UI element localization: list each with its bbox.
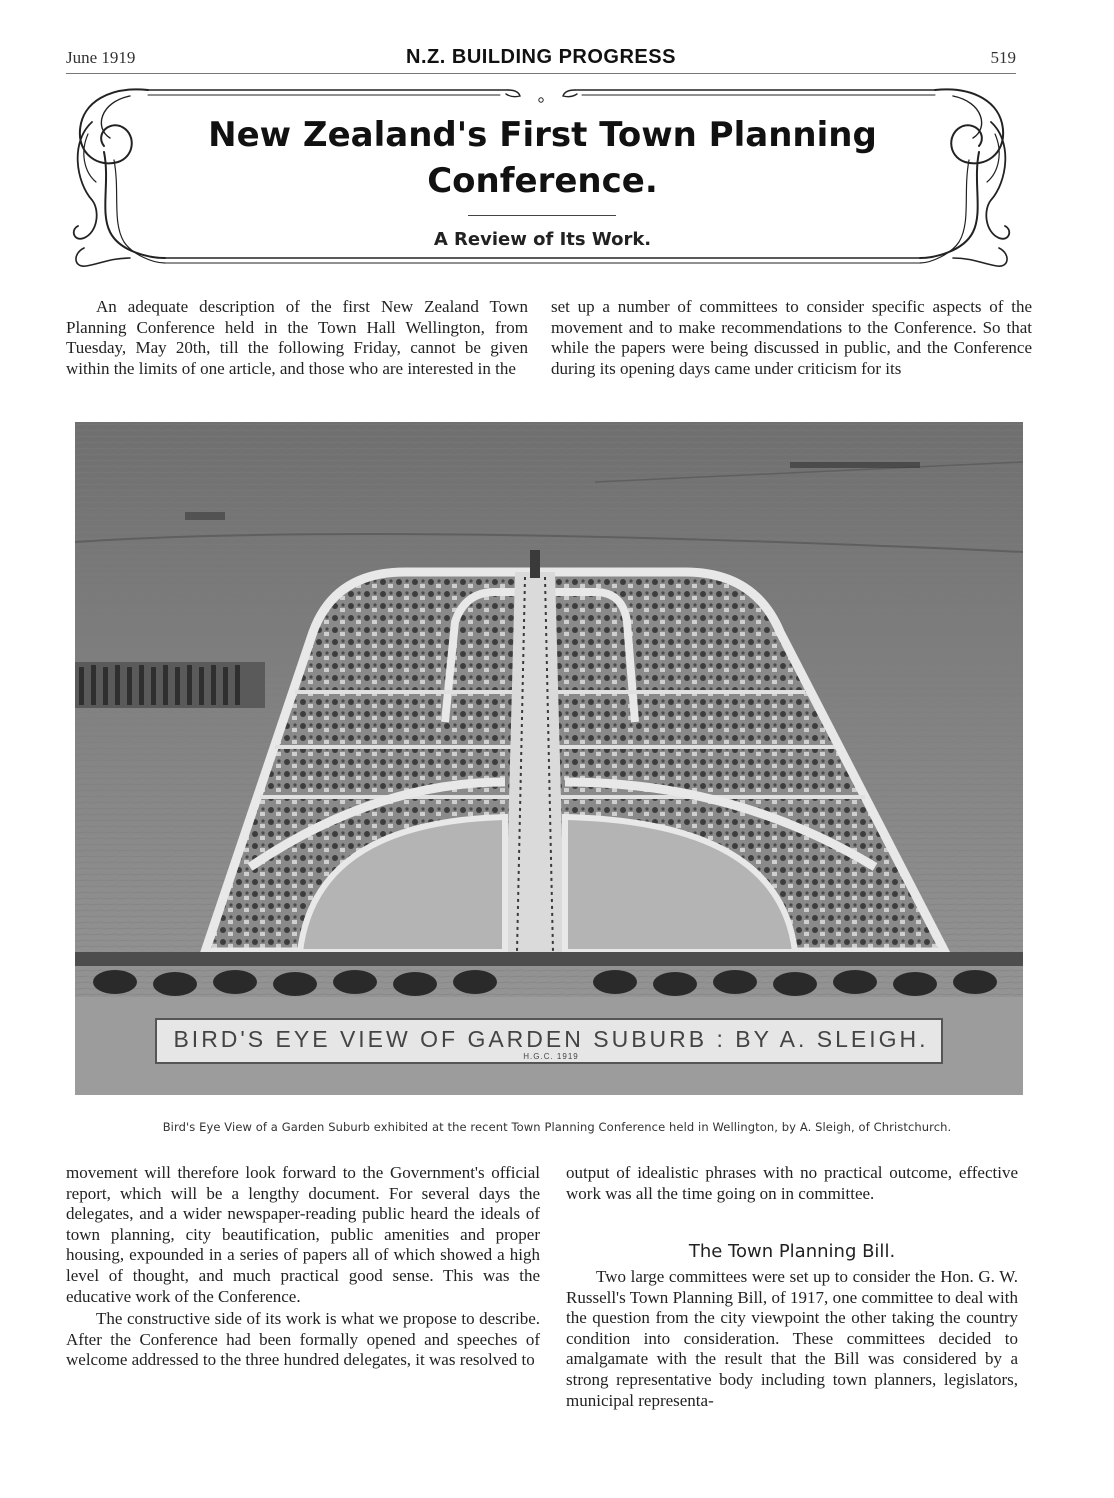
header-rule bbox=[66, 73, 1016, 74]
title-block bbox=[70, 82, 1015, 277]
paragraph-committees: set up a number of committees to consider specific aspects of the movement and to make recommendations to the Conference. So that while the papers were being discussed in public, and the Conference during its opening days came under criticism for its bbox=[551, 297, 1032, 378]
paragraph-intro: An adequate description of the first New Zealand Town Planning Conference held in the Town Hall Wellington, from Tuesday, May 20th, till the following Friday, cannot be given within the limits of one article, and those who are interested in the bbox=[66, 297, 528, 378]
column-left-bottom bbox=[66, 1163, 540, 1371]
journal-title: N.Z. BUILDING PROGRESS bbox=[406, 46, 676, 68]
column-right-bottom bbox=[566, 1163, 1018, 1204]
garden-suburb-illustration bbox=[75, 422, 1023, 1095]
paragraph-bill: Two large committees were set up to consider the Hon. G. W. Russell's Town Planning Bill, of 1917, one committee to deal with the question from the city viewpoint the other taking the country condition into consideration. These committees decided to amalgamate with the result that the Bill was considered by a strong representative body including town planners, legislators, municipal representa- bbox=[566, 1267, 1018, 1410]
subtitle-rule bbox=[468, 215, 616, 216]
garden-suburb-drawing bbox=[75, 422, 1023, 1095]
running-header bbox=[66, 48, 1016, 74]
paragraph-committee-work: output of idealistic phrases with no practical outcome, effective work was all the time going on in committee. bbox=[566, 1163, 1018, 1203]
column-left-top bbox=[66, 297, 528, 379]
issue-date: June 1919 bbox=[66, 48, 136, 67]
page-number: 519 bbox=[990, 48, 1016, 67]
column-right-bottom-body bbox=[566, 1267, 1018, 1411]
article-subtitle: A Review of Its Work. bbox=[433, 229, 652, 250]
column-right-top bbox=[551, 297, 1032, 379]
paragraph-constructive: The constructive side of its work is what we propose to describe. After the Conference had been formally opened and speeches of welcome addressed to the three hundred delegates, it was resolved to bbox=[66, 1309, 540, 1370]
drawing-title-plaque bbox=[155, 1018, 943, 1064]
plaque-signature: H.G.C. 1919 bbox=[523, 1052, 579, 1061]
paragraph-report: movement will therefore look forward to the Government's official report, which will be a lengthy document. For several days the delegates, and a wider newspaper-reading public heard the ideals of town planning, city beautification, public amenities and proper housing, expounded in a series of papers all of which showed a high level of thought, and much practical good sense. This was the educative work of the Conference. bbox=[66, 1163, 540, 1306]
figure-caption: Bird's Eye View of a Garden Suburb exhibited at the recent Town Planning Conference held in Wellington, by A. Sleigh, of Christchurch. bbox=[162, 1120, 952, 1134]
section-heading: The Town Planning Bill. bbox=[688, 1241, 896, 1262]
article-title: New Zealand's First Town Planning Conference. bbox=[208, 115, 877, 201]
plaque-text: BIRD'S EYE VIEW OF GARDEN SUBURB : BY A. SLEIGH. bbox=[173, 1026, 929, 1052]
